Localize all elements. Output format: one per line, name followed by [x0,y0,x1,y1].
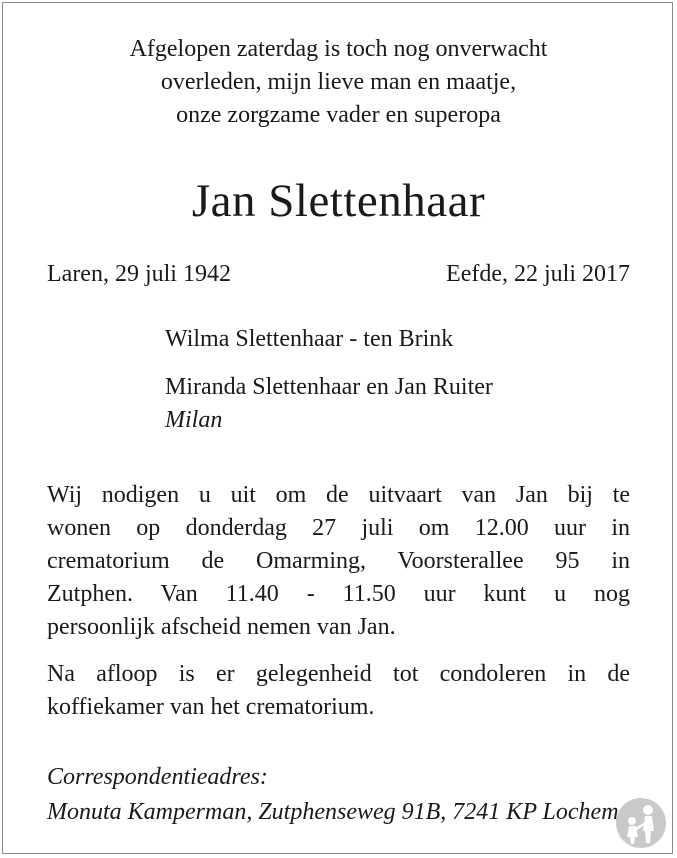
grandchild-name: Milan [165,407,223,433]
intro-line-3: onze zorgzame vader en superopa [176,102,501,128]
condolence-info [47,658,630,724]
death-date: Eefde, 22 juli 2017 [446,261,630,287]
condolence-line-2: koffiekamer van het crematorium. [47,694,375,720]
correspondence-label: Correspondentieadres: [47,764,268,790]
intro-text [0,33,677,132]
children-names: Miranda Slettenhaar en Jan Ruiter [165,374,493,400]
deceased-name: Jan Slettenhaar [191,175,486,227]
invitation-line-1: Wij nodigen u uit om de uitvaart van Jan bij te [47,482,630,508]
relatives-spacer [165,356,493,371]
condolence-line-1: Na afloop is er gelegenheid tot condoleren in de [47,661,630,687]
correspondence-address [47,760,619,830]
funeral-invitation [47,479,630,644]
birth-date: Laren, 29 juli 1942 [47,261,231,287]
invitation-line-3: crematorium de Omarming, Voorsterallee 95 in [47,548,630,574]
relatives-list [165,323,493,437]
intro-line-1: Afgelopen zaterdag is toch nog onverwacht [129,36,548,62]
invitation-line-4: Zutphen. Van 11.40 - 11.50 uur kunt u nog [47,581,630,607]
intro-line-2: overleden, mijn lieve man en maatje, [160,69,517,95]
correspondence-address-text: Monuta Kamperman, Zutphenseweg 91B, 7241 KP Lochem [47,799,619,825]
invitation-line-5: persoonlijk afscheid nemen van Jan. [47,614,396,640]
spouse-name: Wilma Slettenhaar - ten Brink [165,326,454,352]
memorial-figures-watermark-icon [615,797,667,849]
invitation-line-2: wonen op donderdag 27 juli om 12.00 uur in [47,515,630,541]
